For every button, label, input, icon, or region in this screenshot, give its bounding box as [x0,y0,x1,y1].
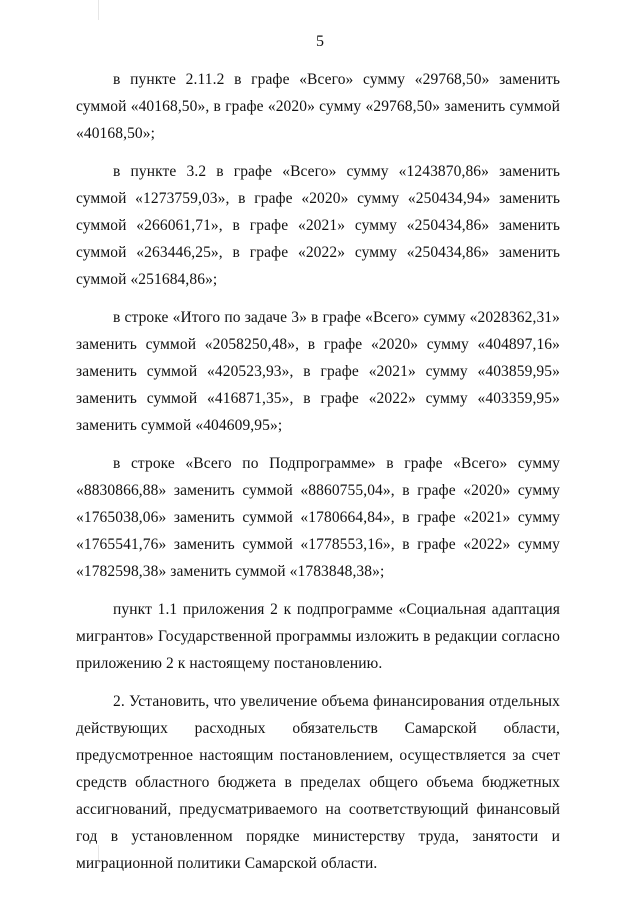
page-number: 5 [316,33,324,50]
amendment-paragraph: в пункте 3.2 в графе «Всего» сумму «1243870,86» заменить суммой «1273759,03», в графе «2020» сумму «250434,94» заменить суммой «266061,71», в графе «2021» сумму «250434,86» заменить суммой «263446,25», в графе «2022» сумму «250434,86» заменить суммой «251684,86»; [76,163,560,288]
amendment-paragraph: в пункте 2.11.2 в графе «Всего» сумму «29768,50» заменить суммой «40168,50», в графе «2020» сумму «29768,50» заменить суммой «40168,50»; [76,71,560,142]
document-body [76,66,560,888]
amendment-paragraph: пункт 1.1 приложения 2 к подпрограмме «Социальная адаптация мигрантов» Государственной программы изложить в редакции согласно приложению 2 к настоящему постановлению. [76,601,560,672]
amendment-paragraph: в строке «Всего по Подпрограмме» в графе «Всего» сумму «8830866,88» заменить суммой «8860755,04», в графе «2020» сумму «1765038,06» заменить суммой «1780664,84», в графе «2021» сумму «1765541,76» заменить суммой «1778553,16», в графе «2022» сумму «1782598,38» заменить суммой «1783848,38»; [76,455,560,580]
amendment-paragraph: в строке «Итого по задаче 3» в графе «Всего» сумму «2028362,31» заменить суммой «2058250,48», в графе «2020» сумму «404897,16» заменить суммой «420523,93», в графе «2021» сумму «403859,95» заменить суммой «416871,35», в графе «2022» сумму «403359,95» заменить суммой «404609,95»; [76,309,560,434]
clause-paragraph: 2. Установить, что увеличение объема финансирования отдельных действующих расходных обязательств Самарской области, предусмотренное настоящим постановлением, осуществляется за счет средств областного бюджета в пределах общего объема бюджетных ассигнований, предусматриваемого на соответствующий финансовый год в установленном порядке министерству труда, занятости и миграционной политики Самарской области. [76,693,560,872]
scan-margin-mark [98,0,99,20]
